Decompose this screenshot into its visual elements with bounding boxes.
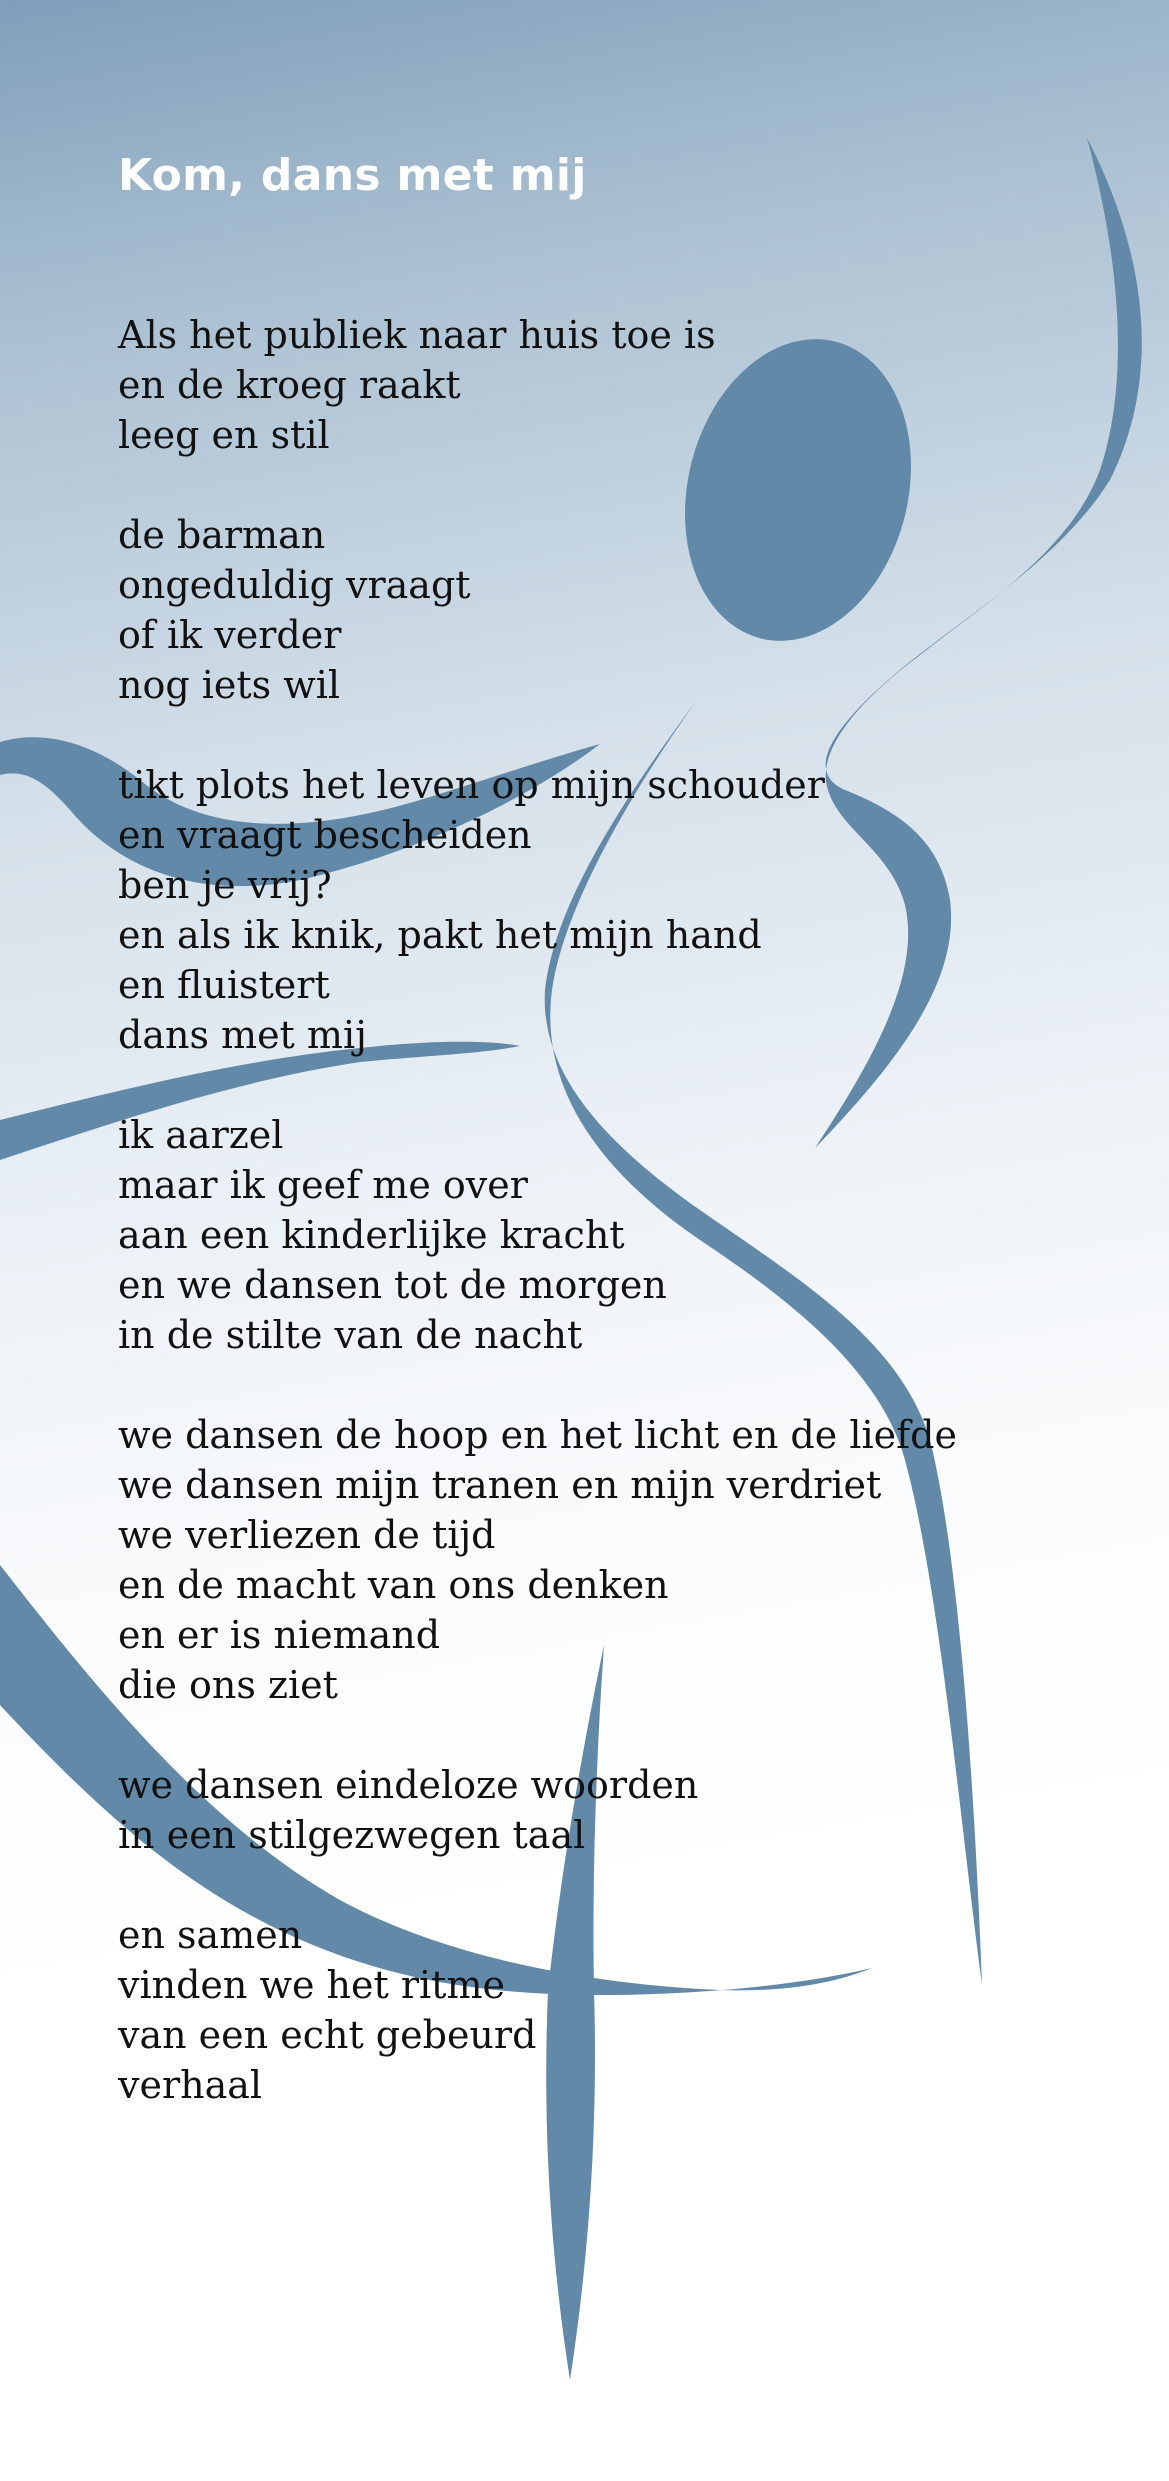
poem-title: Kom, dans met mij xyxy=(118,150,587,201)
poem-stanza xyxy=(118,310,1118,460)
poem-line: in de stilte van de nacht xyxy=(118,1313,583,1357)
poem-body xyxy=(118,310,1118,2160)
poem-line: ongeduldig vraagt xyxy=(118,563,471,607)
poem-line: ben je vrij? xyxy=(118,863,332,907)
poem-line: en fluistert xyxy=(118,963,330,1007)
poem-stanza xyxy=(118,1410,1118,1710)
poem-line: dans met mij xyxy=(118,1013,367,1057)
poem-line: leeg en stil xyxy=(118,413,330,457)
poem-line: we dansen de hoop en het licht en de liefde xyxy=(118,1413,957,1457)
poem-line: ik aarzel xyxy=(118,1113,284,1157)
poem-line: of ik verder xyxy=(118,613,342,657)
poem-line: nog iets wil xyxy=(118,663,341,707)
poem-line: en samen xyxy=(118,1913,303,1957)
poem-line: in een stilgezwegen taal xyxy=(118,1813,586,1857)
poem-line: en de kroeg raakt xyxy=(118,363,461,407)
poem-stanza xyxy=(118,760,1118,1060)
poem-line: we dansen eindeloze woorden xyxy=(118,1763,699,1807)
poem-line: we verliezen de tijd xyxy=(118,1513,496,1557)
poem-line: die ons ziet xyxy=(118,1663,338,1707)
poem-stanza xyxy=(118,1110,1118,1360)
poem-line: vinden we het ritme xyxy=(118,1963,505,2007)
poem-line: maar ik geef me over xyxy=(118,1163,528,1207)
poem-line: van een echt gebeurd xyxy=(118,2013,537,2057)
poem-stanza xyxy=(118,510,1118,710)
poem-line: en er is niemand xyxy=(118,1613,441,1657)
poem-line: tikt plots het leven op mijn schouder xyxy=(118,763,825,807)
poem-stanza xyxy=(118,1910,1118,2110)
poem-line: en de macht van ons denken xyxy=(118,1563,669,1607)
poem-line: Als het publiek naar huis toe is xyxy=(118,313,716,357)
poem-stanza xyxy=(118,1760,1118,1860)
poem-line: verhaal xyxy=(118,2063,263,2107)
poem-line: de barman xyxy=(118,513,326,557)
poem-line: en als ik knik, pakt het mijn hand xyxy=(118,913,762,957)
poem-line: en vraagt bescheiden xyxy=(118,813,532,857)
poem-line: we dansen mijn tranen en mijn verdriet xyxy=(118,1463,882,1507)
poem-line: en we dansen tot de morgen xyxy=(118,1263,667,1307)
poem-line: aan een kinderlijke kracht xyxy=(118,1213,625,1257)
